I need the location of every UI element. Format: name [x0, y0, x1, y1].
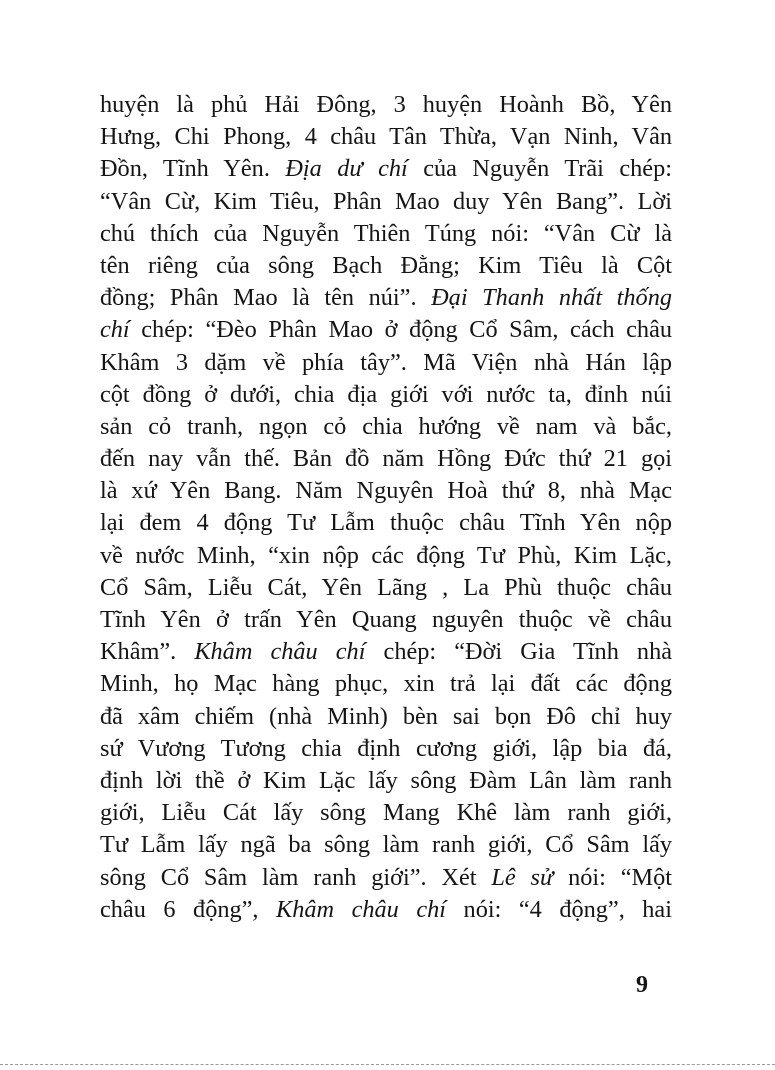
text-run: chép: “Đời Gia Tĩnh nhà [365, 638, 673, 666]
text-line [100, 829, 672, 861]
text-run: tên riêng của sông Bạch Đằng; Kim Tiêu là Cột [100, 251, 672, 279]
text-run: Tư Lẫm lấy ngã ba sông làm ranh giới, Cổ Sâm lấy [100, 831, 672, 859]
text-run: Minh, họ Mạc hàng phục, xin trả lại đất các động [100, 670, 672, 698]
text-run: huyện là phủ Hải Đông, 3 huyện Hoành Bồ, Yên [100, 91, 672, 118]
text-run: nói: “4 động”, hai [446, 895, 672, 923]
body-text [100, 89, 672, 926]
text-run: là xứ Yên Bang. Năm Nguyên Hoà thứ 8, nhà Mạc [100, 477, 672, 505]
text-line [100, 379, 672, 411]
text-run: lại đem 4 động Tư Lẫm thuộc châu Tĩnh Yên nộp [100, 509, 672, 537]
text-run: Cổ Sâm, Liễu Cát, Yên Lãng , La Phù thuộc châu [100, 573, 672, 601]
text-line [100, 121, 672, 153]
italic-title-run: Lê sử [491, 863, 554, 891]
text-line [100, 314, 672, 346]
italic-title-run: chí [100, 316, 130, 344]
italic-title-run: Khâm châu chí [276, 895, 447, 923]
text-run: đã xâm chiếm (nhà Minh) bèn sai bọn Đô chỉ huy [100, 702, 672, 730]
text-line [100, 186, 672, 218]
text-run: của Nguyễn Trãi chép: [407, 155, 672, 183]
text-run: chép: “Đèo Phân Mao ở động Cổ Sâm, cách châu [129, 316, 672, 344]
text-run: giới, Liễu Cát lấy sông Mang Khê làm ranh giới, [100, 799, 672, 827]
italic-title-run: Đại Thanh nhất thống [431, 284, 672, 312]
text-line [100, 540, 672, 572]
text-line [100, 797, 672, 829]
text-line [100, 347, 672, 379]
text-line [100, 507, 672, 539]
text-run: Khâm”. [100, 638, 195, 666]
text-line [100, 765, 672, 797]
text-line [100, 218, 672, 250]
text-line [100, 250, 672, 282]
text-line [100, 411, 672, 443]
text-line [100, 443, 672, 475]
text-run: cột đồng ở dưới, chia địa giới với nước ta, đỉnh núi [100, 380, 672, 408]
text-run: về nước Minh, “xin nộp các động Tư Phù, Kim Lặc, [100, 541, 672, 569]
text-run: định lời thề ở Kim Lặc lấy sông Đàm Lân làm ranh [100, 766, 672, 794]
text-run: Tĩnh Yên ở trấn Yên Quang nguyên thuộc về châu [100, 606, 672, 633]
italic-title-run: Khâm châu chí [194, 638, 366, 666]
text-line [100, 894, 672, 926]
page-bottom-rule [0, 1064, 775, 1065]
text-line [100, 636, 672, 668]
text-run: đồng; Phân Mao là tên núi”. [100, 284, 432, 312]
text-line [100, 862, 672, 894]
text-run: “Vân Cừ, Kim Tiêu, Phân Mao duy Yên Bang”. Lời [100, 187, 672, 215]
text-run: đến nay vẫn thế. Bản đồ năm Hồng Đức thứ 21 gọi [100, 445, 672, 473]
text-line [100, 282, 672, 314]
text-run: sản cỏ tranh, ngọn cỏ chia hướng về nam và bắc, [100, 412, 672, 440]
text-run: nói: “Một [553, 863, 672, 891]
page-number: 9 [636, 972, 648, 998]
text-line [100, 153, 672, 185]
text-run: sứ Vương Tương chia định cương giới, lập bia đá, [100, 734, 672, 762]
text-line [100, 89, 672, 121]
text-line [100, 733, 672, 765]
text-run: sông Cổ Sâm làm ranh giới”. Xét [100, 863, 492, 891]
text-run: Đồn, Tĩnh Yên. [100, 155, 286, 183]
text-run: Hưng, Chi Phong, 4 châu Tân Thừa, Vạn Ninh, Vân [100, 123, 672, 151]
text-run: chú thích của Nguyễn Thiên Túng nói: “Vân Cừ là [100, 219, 672, 247]
text-line [100, 668, 672, 700]
text-line [100, 475, 672, 507]
text-run: châu 6 động”, [100, 895, 277, 923]
text-line [100, 701, 672, 733]
italic-title-run: Địa dư chí [285, 155, 408, 183]
text-run: Khâm 3 dặm về phía tây”. Mã Viện nhà Hán lập [100, 348, 672, 376]
text-line [100, 604, 672, 636]
text-line [100, 572, 672, 604]
